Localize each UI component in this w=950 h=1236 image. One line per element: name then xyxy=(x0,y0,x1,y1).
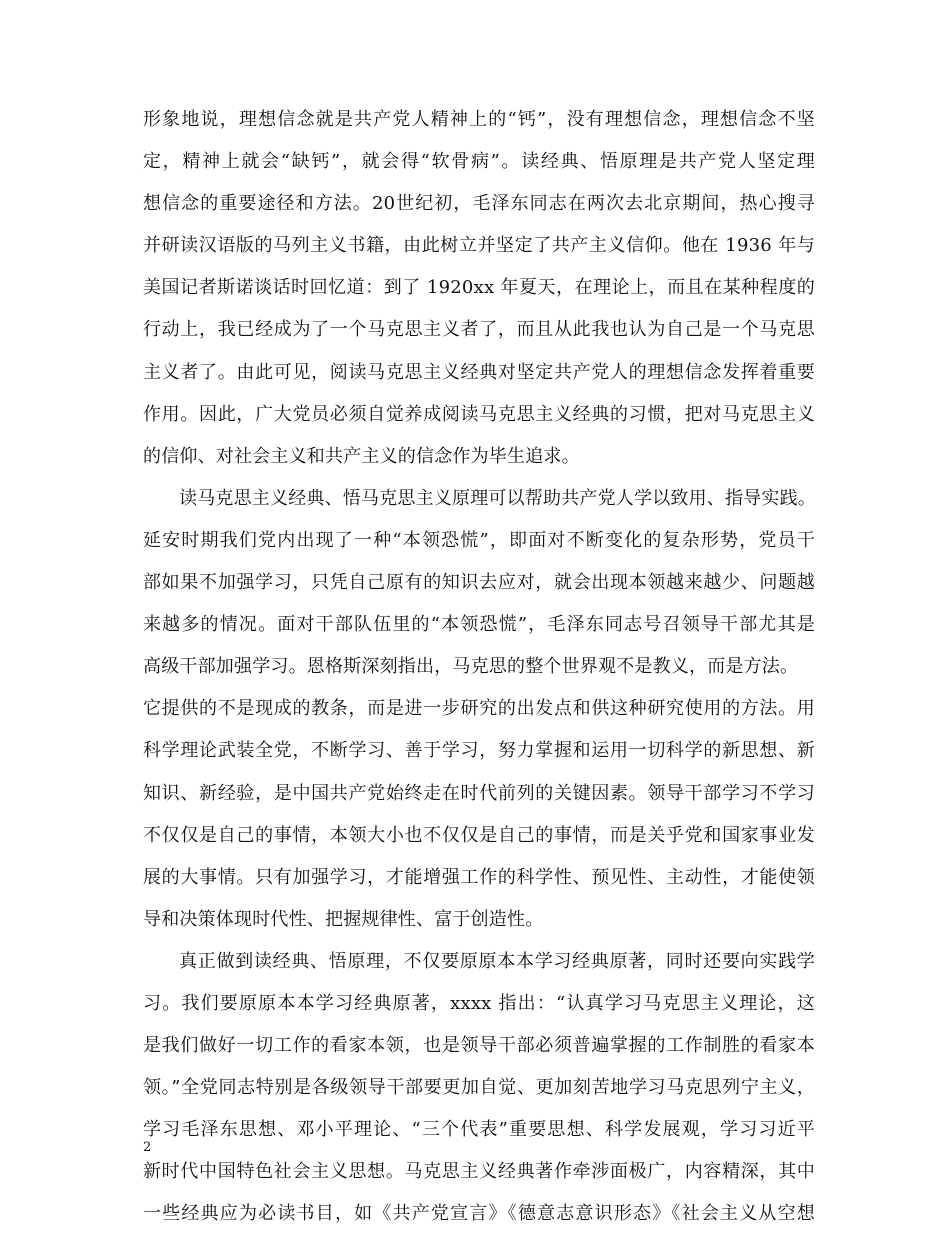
text-line: 领。”全党同志特别是各级领导干部要更加自觉、更加刻苦地学习马克思列宁主义， xyxy=(143,1077,815,1099)
text-line: 来越多的情况。面对干部队伍里的“本领恐慌”，毛泽东同志号召领导干部尤其是 xyxy=(143,614,815,636)
text-line: 延安时期我们党内出现了一种“本领恐慌”，即面对不断变化的复杂形势，党员干 xyxy=(143,529,815,551)
text-line: 学习毛泽东思想、邓小平理论、“三个代表”重要思想、科学发展观，学习习近平 xyxy=(143,1119,815,1141)
text-line: 作用。因此，广大党员必须自觉养成阅读马克思主义经典的习惯，把对马克思主义 xyxy=(143,403,815,425)
text-line: 展的大事情。只有加强学习，才能增强工作的科学性、预见性、主动性，才能使领 xyxy=(143,866,815,888)
text-line: 一些经典应为必读书目，如《共产党宣言》《德意志意识形态》《社会主义从空想 xyxy=(143,1203,815,1225)
text-line: 科学理论武装全党，不断学习、善于学习，努力掌握和运用一切科学的新思想、新 xyxy=(143,740,815,762)
text-line: 的信仰、对社会主义和共产主义的信念作为毕生追求。 xyxy=(143,445,580,467)
text-line: 它提供的不是现成的教条，而是进一步研究的出发点和供这种研究使用的方法。用 xyxy=(143,698,815,720)
text-line: 行动上，我已经成为了一个马克思主义者了，而且从此我也认为自己是一个马克思 xyxy=(143,319,815,341)
text-line: 定，精神上就会“缺钙”，就会得“软骨病”。读经典、悟原理是共产党人坚定理 xyxy=(143,151,815,173)
text-line: 并研读汉语版的马列主义书籍，由此树立并坚定了共产主义信仰。他在 1936 年与 xyxy=(143,235,815,257)
text-line: 习。我们要原原本本学习经典原著，xxxx 指出：“认真学习马克思主义理论，这 xyxy=(143,992,815,1014)
paragraph-3 xyxy=(143,941,815,1236)
text-line: 新时代中国特色社会主义思想。马克思主义经典著作牵涉面极广，内容精深，其中 xyxy=(143,1161,815,1183)
text-line: 知识、新经验，是中国共产党始终走在时代前列的关键因素。领导干部学习不学习 xyxy=(143,782,815,804)
text-line: 想信念的重要途径和方法。20世纪初，毛泽东同志在两次去北京期间，热心搜寻 xyxy=(143,193,815,215)
paragraph-1 xyxy=(143,99,815,478)
text-line: 真正做到读经典、悟原理，不仅要原原本本学习经典原著，同时还要向实践学 xyxy=(179,950,815,972)
text-line: 导和决策体现时代性、把握规律性、富于创造性。 xyxy=(143,908,544,930)
text-line: 形象地说，理想信念就是共产党人精神上的“钙”，没有理想信念，理想信念不坚 xyxy=(143,109,815,130)
body-text xyxy=(143,99,815,1236)
text-line: 主义者了。由此可见，阅读马克思主义经典对坚定共产党人的理想信念发挥着重要 xyxy=(143,361,815,383)
text-line: 不仅仅是自己的事情，本领大小也不仅仅是自己的事情，而是关乎党和国家事业发 xyxy=(143,824,815,846)
paragraph-2 xyxy=(143,478,815,941)
text-line: 部如果不加强学习，只凭自己原有的知识去应对，就会出现本领越来越少、问题越 xyxy=(143,572,815,594)
text-line: 是我们做好一切工作的看家本领，也是领导干部必须普遍掌握的工作制胜的看家本 xyxy=(143,1035,815,1057)
page-number: 2 xyxy=(143,1140,152,1155)
text-line: 高级干部加强学习。恩格斯深刻指出，马克思的整个世界观不是教义，而是方法。 xyxy=(143,656,799,678)
text-line: 读马克思主义经典、悟马克思主义原理可以帮助共产党人学以致用、指导实践。 xyxy=(179,487,816,509)
text-line: 美国记者斯诺谈话时回忆道：到了 1920xx 年夏天，在理论上，而且在某种程度的 xyxy=(143,277,815,299)
